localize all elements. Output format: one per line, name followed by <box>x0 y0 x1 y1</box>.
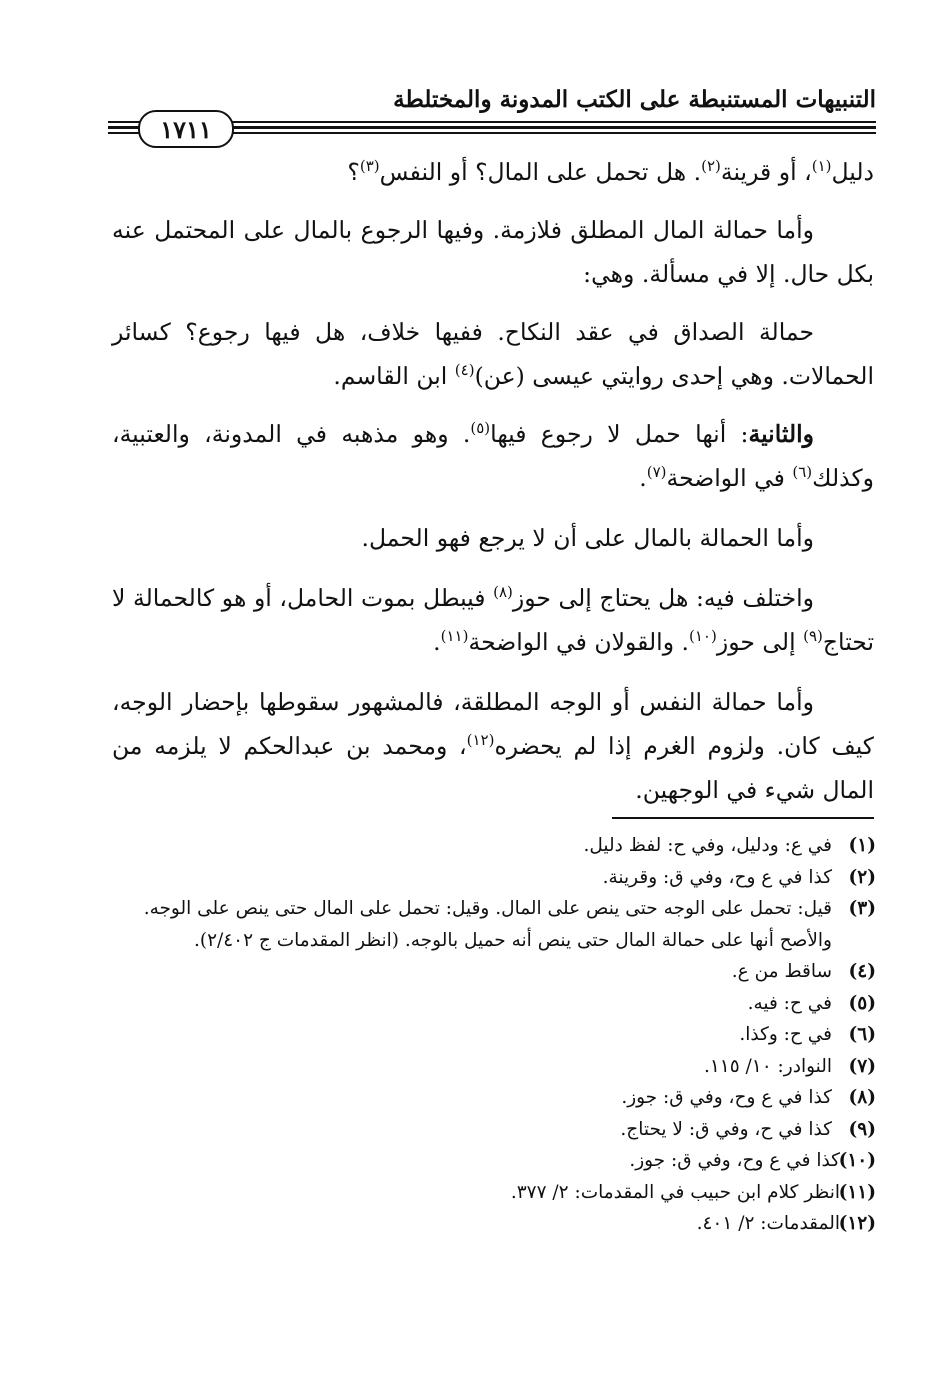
footnote-ref: (٥) <box>470 419 491 438</box>
footnote-item <box>114 988 876 1020</box>
footnote-item <box>114 1208 876 1240</box>
footnote-text: النوادر: ١٠/ ١١٥. <box>703 1055 832 1077</box>
page-number: ١٧١١ <box>138 110 234 148</box>
footnote-text: كذا في ع وح، وفي ق: جوز. <box>629 1150 840 1171</box>
footnote-item <box>114 1114 876 1146</box>
text-run: دليل <box>831 158 874 186</box>
footnote-number: (٩) <box>848 1118 876 1140</box>
footnote-ref: (٢) <box>701 157 721 176</box>
footnote-text: قيل: تحمل على الوجه حتى ينص على المال. وقيل: تحمل على المال حتى ينص على الوجه. والأصح أنها على حمالة المال حتى ينص أنه حميل بالوجه. (انظر المقدمات ج ٢/٤٠٢). <box>143 898 832 951</box>
text-run: ؟ <box>347 158 360 186</box>
text-run: ابن القاسم. <box>333 362 455 390</box>
footnote-item <box>114 893 876 956</box>
footnote-text: في ح: وكذا. <box>739 1024 832 1045</box>
footnote-text: كذا في ح، وفي ق: لا يحتاج. <box>620 1118 832 1140</box>
text-run: إلى حوز <box>716 628 804 656</box>
footnote-item <box>114 1177 876 1209</box>
footnote-ref: (٣) <box>359 157 380 176</box>
paragraph-2: وأما حمالة المال المطلق فلازمة. وفيها الرجوع بالمال على المحتمل عنه بكل حال. إلا في مسألة. وهي: <box>112 216 874 288</box>
running-header-title: التنبيهات المستنبطة على الكتب المدونة والمختلطة <box>393 86 876 113</box>
text-run: في الواضحة <box>666 464 793 492</box>
text-run: ، ومحمد بن عبدالحكم لا يلزمه من المال شيء في الوجهين. <box>112 732 874 804</box>
main-text <box>112 150 874 812</box>
footnote-number: (٤) <box>848 961 876 982</box>
footnote-separator <box>612 817 874 819</box>
footnote-ref: (٧) <box>646 463 667 482</box>
paragraph-5: وأما الحمالة بالمال على أن لا يرجع فهو الحمل. <box>361 524 814 552</box>
footnote-item <box>114 956 876 988</box>
footnote-ref: (١) <box>811 157 832 176</box>
bold-term: والثانية <box>748 420 815 448</box>
footnote-ref: (٤) <box>454 361 475 380</box>
footnote-number: (٢) <box>848 866 876 888</box>
footnote-item <box>114 1019 876 1051</box>
footnote-text: المقدمات: ٢/ ٤٠١. <box>696 1213 840 1234</box>
footnote-item <box>114 1051 876 1083</box>
paragraph-7 <box>112 680 874 812</box>
text-run: ، أو قرينة <box>720 158 812 186</box>
text-run: وأما حمالة النفس أو الوجه المطلقة، فالمشهور سقوطها بإحضار الوجه، كيف كان. ولزوم الغرم إذا لم يحضره <box>112 688 874 760</box>
footnote-number: (١) <box>848 835 876 856</box>
footnote-text: في ح: فيه. <box>747 992 832 1014</box>
footnote-number: (٧) <box>848 1055 876 1077</box>
footnote-text: ساقط من ع. <box>731 961 832 982</box>
footnote-item <box>114 1145 876 1177</box>
footnotes <box>114 830 876 1240</box>
text-run: حمالة الصداق في عقد النكاح. ففيها خلاف، هل فيها رجوع؟ كسائر الحمالات. وهي إحدى روايتي عيسى (عن) <box>112 318 874 390</box>
text-run: : أنها حمل لا رجوع فيها <box>490 420 749 448</box>
footnote-item <box>114 830 876 862</box>
footnote-item <box>114 862 876 894</box>
text-run: واختلف فيه: هل يحتاج إلى حوز <box>512 584 815 612</box>
footnote-number: (٥) <box>848 992 876 1014</box>
footnote-number: (٦) <box>848 1024 876 1045</box>
text-run: فيبطل بموت الحامل، أو هو كالحمالة لا تحتاج <box>112 584 874 656</box>
footnote-ref: (٨) <box>493 583 513 602</box>
footnote-number: (١١) <box>838 1181 876 1203</box>
footnote-ref: (٩) <box>803 627 823 646</box>
text-run: . وهو مذهبه في المدونة، والعتبية، وكذلك <box>112 420 874 492</box>
paragraph-3 <box>112 310 874 398</box>
text-run: . <box>433 628 441 656</box>
paragraph-4 <box>112 412 874 500</box>
footnote-ref: (١٠) <box>689 627 717 646</box>
text-run: . <box>639 464 647 492</box>
footnote-text: كذا في ع وح، وفي ق: وقرينة. <box>602 866 832 888</box>
footnote-item <box>114 1082 876 1114</box>
footnote-text: انظر كلام ابن حبيب في المقدمات: ٢/ ٣٧٧. <box>510 1181 840 1203</box>
footnote-number: (١٢) <box>838 1213 876 1234</box>
footnote-number: (٨) <box>848 1087 876 1108</box>
paragraph-1 <box>112 150 874 194</box>
paragraph-6 <box>112 576 874 664</box>
footnote-number: (١٠) <box>838 1150 876 1171</box>
footnote-ref: (١٢) <box>466 731 495 750</box>
footnote-text: في ع: ودليل، وفي ح: لفظ دليل. <box>583 835 832 856</box>
footnote-ref: (٦) <box>792 463 813 482</box>
footnote-number: (٣) <box>848 898 876 919</box>
text-run: . هل تحمل على المال؟ أو النفس <box>379 158 702 186</box>
footnote-text: كذا في ع وح، وفي ق: جوز. <box>621 1087 832 1108</box>
text-run: . والقولان في الواضحة <box>468 628 689 656</box>
footnote-ref: (١١) <box>440 627 469 646</box>
